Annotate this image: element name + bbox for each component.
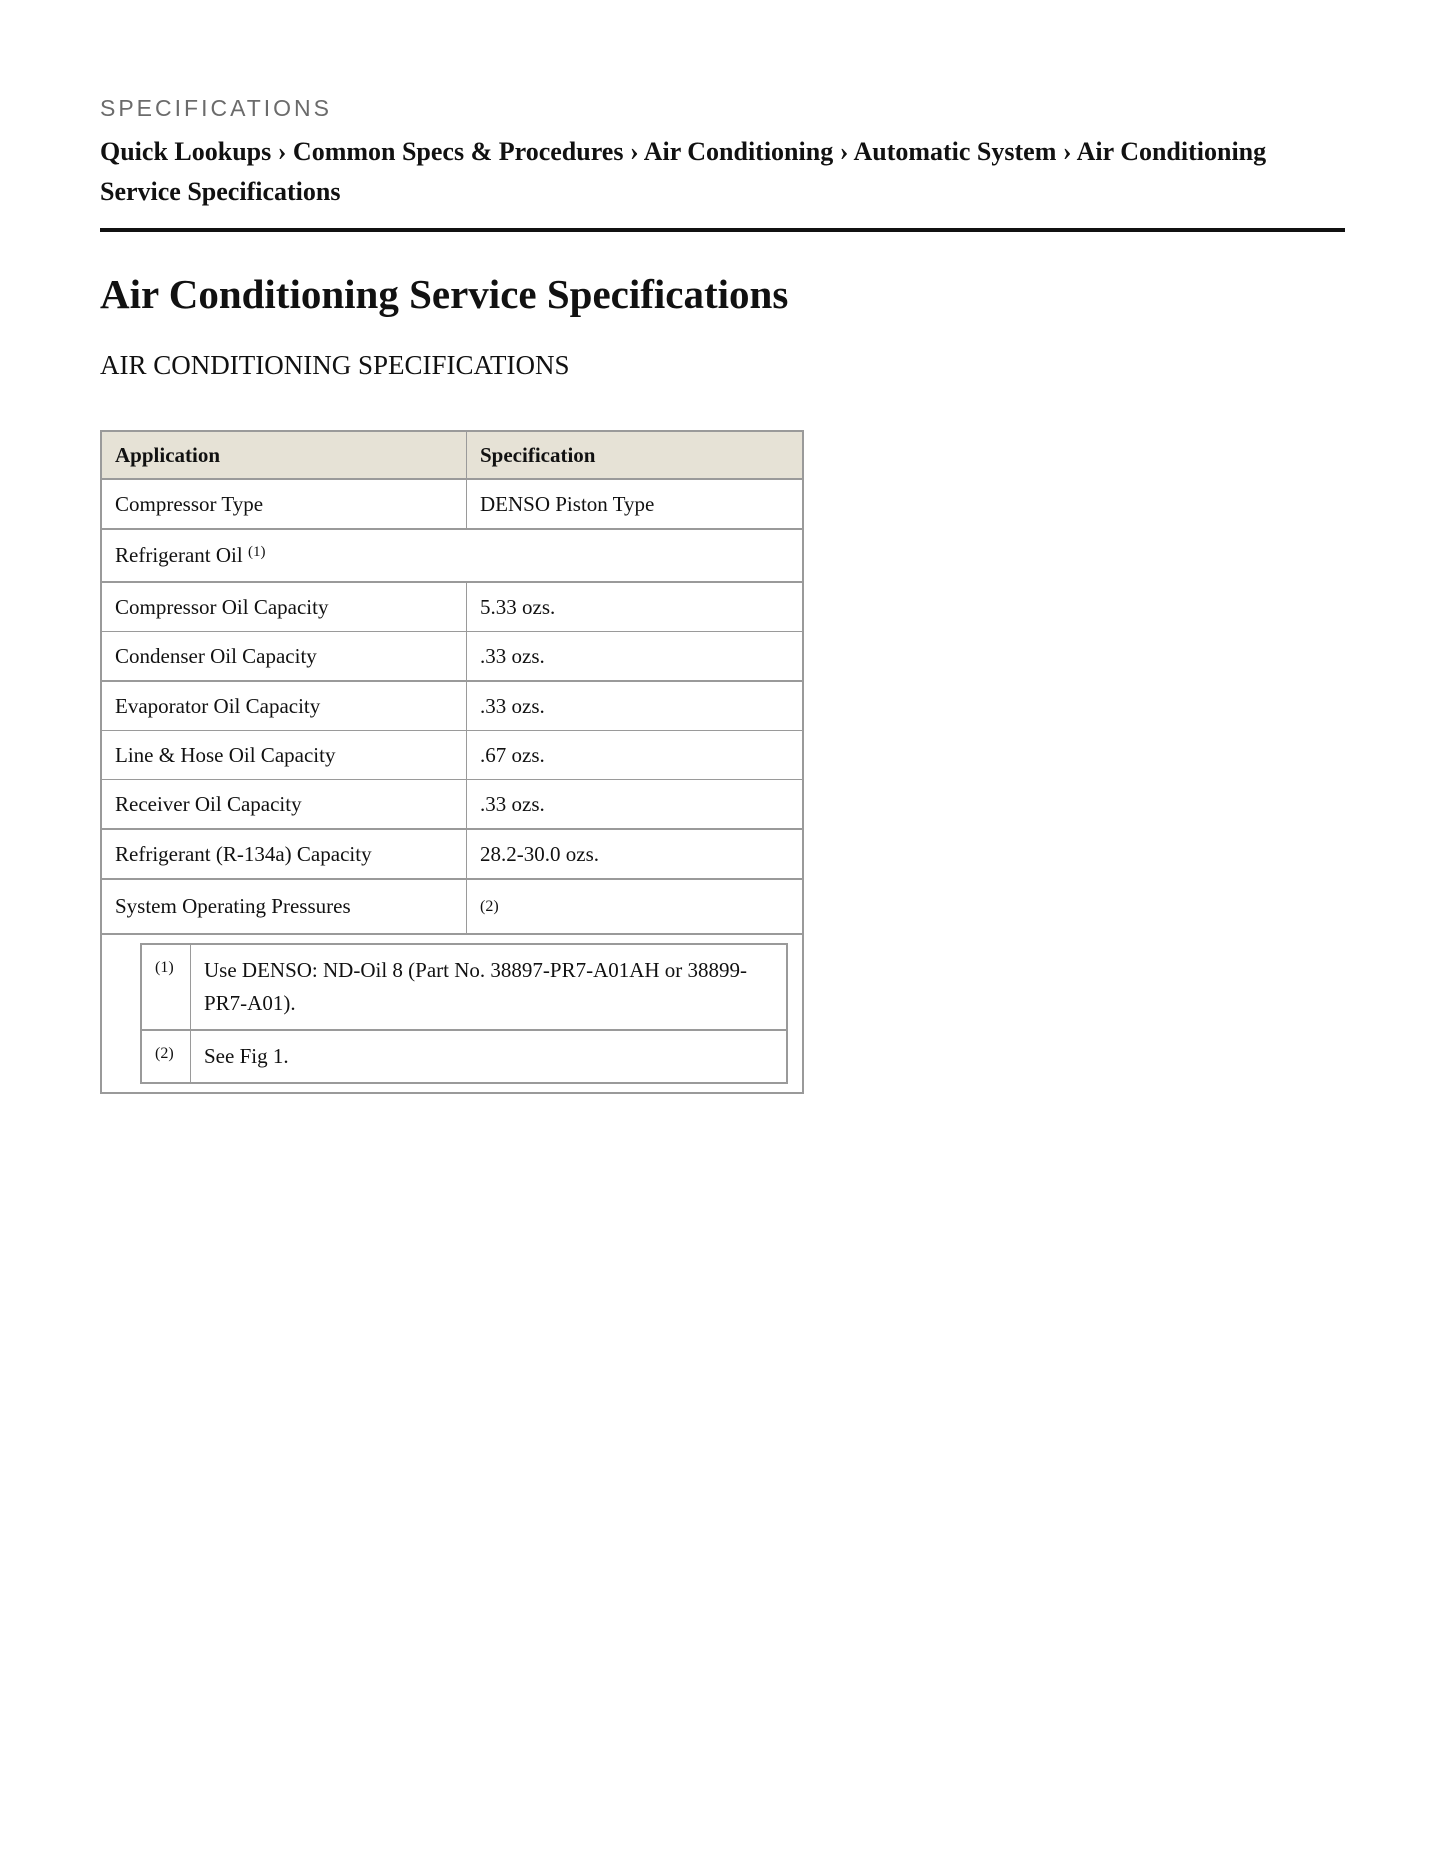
table-row [101, 829, 803, 879]
breadcrumb-separator: › [629, 137, 639, 166]
cell-application: System Operating Pressures [101, 879, 467, 934]
section-heading: AIR CONDITIONING SPECIFICATIONS [100, 350, 570, 380]
cell-specification: 5.33 ozs. [467, 582, 804, 632]
table-header-row [101, 431, 803, 479]
cell-specification: 28.2-30.0 ozs. [467, 829, 804, 879]
footnote-reference: (1) [247, 544, 266, 560]
table-row [101, 479, 803, 529]
breadcrumb-air-conditioning[interactable]: Air Conditioning [643, 137, 834, 166]
cell-application: Condenser Oil Capacity [101, 632, 467, 682]
cell-application: Receiver Oil Capacity [101, 780, 467, 830]
header-specification: Specification [467, 431, 804, 479]
footnote-mark: (2) [141, 1030, 191, 1083]
specifications-table [100, 430, 804, 1094]
table-row [101, 681, 803, 731]
cell-application: Compressor Type [101, 479, 467, 529]
breadcrumb-automatic-system[interactable]: Automatic System [853, 137, 1057, 166]
table-row [101, 879, 803, 934]
breadcrumb-separator: › [839, 137, 849, 166]
cell-application: Line & Hose Oil Capacity [101, 731, 467, 780]
footnotes-row [101, 934, 803, 1093]
footnote-item [141, 944, 787, 1030]
cell-application: Compressor Oil Capacity [101, 582, 467, 632]
page-title: Air Conditioning Service Specifications [100, 271, 789, 317]
breadcrumb-separator: › [1062, 137, 1072, 166]
table-row [101, 529, 803, 582]
cell-specification: DENSO Piston Type [467, 479, 804, 529]
cell-application: Evaporator Oil Capacity [101, 681, 467, 731]
refrigerant-oil-label: Refrigerant Oil [115, 543, 243, 567]
breadcrumb-current-page: Air Conditioning Service Specifications [100, 137, 1267, 206]
table-row [101, 780, 803, 830]
breadcrumb-quick-lookups[interactable]: Quick Lookups [100, 137, 272, 166]
document-page [100, 94, 1345, 1094]
cell-specification: .67 ozs. [467, 731, 804, 780]
section-label: SPECIFICATIONS [100, 95, 332, 121]
cell-specification: .33 ozs. [467, 632, 804, 682]
cell-group-refrigerant-oil [101, 529, 803, 582]
footnotes-table [140, 943, 788, 1084]
breadcrumb-common-specs[interactable]: Common Specs & Procedures [292, 137, 624, 166]
breadcrumb-separator: › [277, 137, 287, 166]
table-row [101, 632, 803, 682]
header-application: Application [101, 431, 467, 479]
cell-specification: .33 ozs. [467, 780, 804, 830]
table-row [101, 731, 803, 780]
cell-application: Refrigerant (R-134a) Capacity [101, 829, 467, 879]
footnote-mark: (1) [141, 944, 191, 1030]
footnote-text: Use DENSO: ND-Oil 8 (Part No. 38897-PR7-A01AH or 38899-PR7-A01). [191, 944, 788, 1030]
footnotes-cell [101, 934, 803, 1093]
breadcrumb [100, 132, 1345, 232]
cell-specification: .33 ozs. [467, 681, 804, 731]
cell-specification-footnote-ref: (2) [467, 879, 804, 934]
footnote-text: See Fig 1. [191, 1030, 788, 1083]
table-row [101, 582, 803, 632]
footnote-item [141, 1030, 787, 1083]
